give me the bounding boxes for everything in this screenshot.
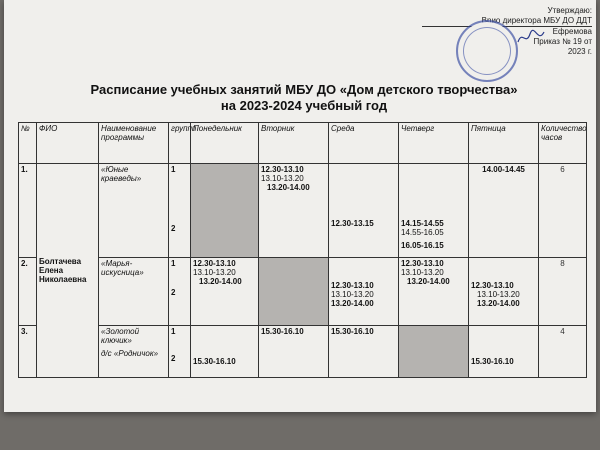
seal-stamp — [456, 20, 518, 82]
group-2: 2 — [171, 224, 176, 233]
schedule-table — [18, 122, 587, 378]
header-thursday: Четверг — [399, 123, 469, 164]
program-name-2: д/с «Родничок» — [101, 349, 159, 358]
row-number: 1. — [19, 164, 37, 258]
time-slot: 13.10-13.20 — [401, 268, 444, 277]
wednesday-cell — [329, 164, 399, 258]
friday-cell — [469, 258, 539, 326]
time-slot: 15.30-16.10 — [331, 327, 374, 336]
thursday-cell — [399, 164, 469, 258]
time-slot: 13.20-14.00 — [199, 277, 242, 286]
hours-value: 6 — [539, 164, 587, 258]
title-line-2: на 2023-2024 учебный год — [220, 98, 388, 113]
time-slot: 14.00-14.45 — [482, 165, 525, 174]
program-name: «Марья-искусница» — [99, 258, 169, 326]
header-friday: Пятница — [469, 123, 539, 164]
thursday-cell — [399, 258, 469, 326]
group-1: 1 — [171, 259, 176, 268]
monday-cell — [191, 326, 259, 378]
approval-line-2: Врио директора МБУ ДО ДДТ — [422, 16, 592, 27]
time-slot: 13.10-13.20 — [331, 290, 374, 299]
monday-cell — [191, 258, 259, 326]
row-number: 3. — [19, 326, 37, 378]
approval-line-5: 2023 г. — [567, 47, 592, 56]
approval-line-1: Утверждаю: — [547, 6, 592, 15]
wednesday-cell — [329, 326, 399, 378]
approval-line-3: Ефремова — [552, 27, 592, 36]
group-cell — [169, 326, 191, 378]
hours-value: 8 — [539, 258, 587, 326]
time-slot: 12.30-13.10 — [261, 165, 304, 174]
tuesday-cell — [259, 164, 329, 258]
group-cell — [169, 258, 191, 326]
signature-mark — [516, 28, 546, 48]
time-slot: 15.30-16.10 — [471, 357, 514, 366]
monday-cell-empty — [191, 164, 259, 258]
time-slot: 14.55-16.05 — [401, 228, 444, 237]
time-slot: 12.30-13.15 — [331, 219, 374, 228]
header-group: группп — [169, 123, 191, 164]
program-name-1: «Золотой ключик» — [101, 327, 140, 345]
program-name — [99, 326, 169, 378]
time-slot: 16.05-16.15 — [401, 241, 444, 250]
hours-value: 4 — [539, 326, 587, 378]
row-number: 2. — [19, 258, 37, 326]
time-slot: 12.30-13.10 — [193, 259, 236, 268]
tuesday-cell-empty — [259, 258, 329, 326]
friday-cell — [469, 164, 539, 258]
group-2: 2 — [171, 288, 176, 297]
time-slot: 13.10-13.20 — [193, 268, 236, 277]
time-slot: 15.30-16.10 — [193, 357, 236, 366]
time-slot: 12.30-13.10 — [401, 259, 444, 268]
thursday-cell-empty — [399, 326, 469, 378]
time-slot: 15.30-16.10 — [261, 327, 304, 336]
group-cell — [169, 164, 191, 258]
header-fio: ФИО — [37, 123, 99, 164]
header-wednesday: Среда — [329, 123, 399, 164]
group-1: 1 — [171, 327, 176, 336]
time-slot: 13.10-13.20 — [477, 290, 520, 299]
wednesday-cell — [329, 258, 399, 326]
table-row — [19, 258, 587, 326]
time-slot: 13.20-14.00 — [477, 299, 520, 308]
group-2: 2 — [171, 354, 176, 363]
header-tuesday: Вторник — [259, 123, 329, 164]
table-row — [19, 326, 587, 378]
time-slot: 12.30-13.10 — [471, 281, 514, 290]
table-row — [19, 164, 587, 258]
time-slot: 13.20-14.00 — [407, 277, 450, 286]
document-page — [4, 0, 596, 412]
header-row — [19, 123, 587, 164]
header-num: № — [19, 123, 37, 164]
group-1: 1 — [171, 165, 176, 174]
header-program: Наименование программы — [99, 123, 169, 164]
teacher-name: Болтачева Елена Николаевна — [37, 164, 99, 378]
approval-line-4: Приказ № 19 от — [533, 37, 592, 46]
program-name: «Юные краеведы» — [99, 164, 169, 258]
time-slot: 14.15-14.55 — [401, 219, 444, 228]
title-line-1: Расписание учебных занятий МБУ ДО «Дом детского творчества» — [90, 82, 518, 97]
time-slot: 13.20-14.00 — [267, 183, 310, 192]
tuesday-cell — [259, 326, 329, 378]
header-hours: Количество часов — [539, 123, 587, 164]
time-slot: 13.10-13.20 — [261, 174, 304, 183]
page-title — [44, 82, 564, 114]
header-monday: Понедельник — [191, 123, 259, 164]
time-slot: 12.30-13.10 — [331, 281, 374, 290]
time-slot: 13.20-14.00 — [331, 299, 374, 308]
friday-cell — [469, 326, 539, 378]
